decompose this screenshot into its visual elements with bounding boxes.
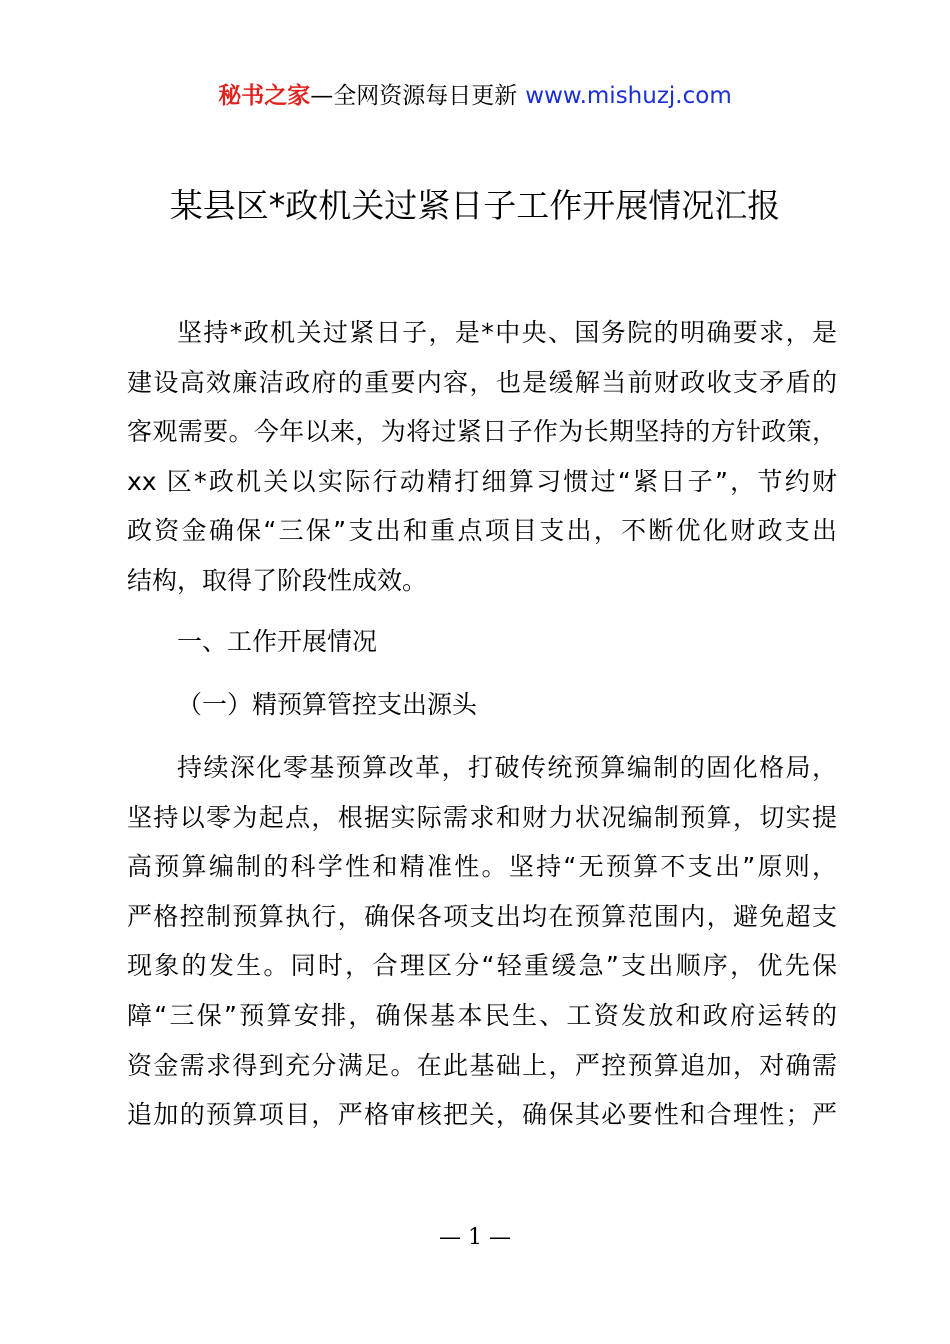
paragraph-line: 资金需求得到充分满足。在此基础上，严控预算追加，对确需 — [127, 1050, 837, 1080]
paragraph-line: 高预算编制的科学性和精准性。坚持“无预算不支出”原则， — [127, 852, 837, 882]
paragraph-line: 结构，取得了阶段性成效。 — [127, 565, 428, 595]
section-heading: 一、工作开展情况 — [177, 627, 378, 656]
paragraph-line: 坚持以零为起点，根据实际需求和财力状况编制预算，切实提 — [127, 802, 837, 832]
paragraph-line: 政资金确保“三保”支出和重点项目支出，不断优化财政支出 — [127, 516, 837, 546]
header-url-link[interactable]: www.mishuzj.com — [525, 83, 732, 109]
brand-name: 秘书之家 — [218, 83, 311, 109]
watermark-header — [0, 80, 950, 112]
paragraph-line: 现象的发生。同时，合理区分“轻重缓急”支出顺序，优先保 — [127, 951, 837, 981]
document-title: 某县区*政机关过紧日子工作开展情况汇报 — [169, 186, 781, 225]
paragraph-line: 客观需要。今年以来，为将过紧日子作为长期坚持的方针政策， — [127, 417, 837, 447]
subsection-paragraph — [127, 743, 837, 1140]
paragraph-line: 严格控制预算执行，确保各项支出均在预算范围内，避免超支 — [127, 901, 837, 931]
paragraph-line: 建设高效廉洁政府的重要内容，也是缓解当前财政收支矛盾的 — [127, 367, 837, 397]
paragraph-line: 坚持*政机关过紧日子，是*中央、国务院的明确要求，是 — [177, 318, 837, 347]
subsection-heading: （一）精预算管控支出源头 — [177, 690, 478, 719]
paragraph-line: xx 区*政机关以实际行动精打细算习惯过“紧日子”，节约财 — [127, 466, 837, 496]
header-tagline: —全网资源每日更新 — [310, 83, 518, 109]
paragraph-line: 障“三保”预算安排，确保基本民生、工资发放和政府运转的 — [127, 1000, 837, 1030]
paragraph-line: 持续深化零基预算改革，打破传统预算编制的固化格局， — [177, 753, 837, 782]
page-number: — 1 — — [439, 1225, 511, 1250]
intro-paragraph — [127, 308, 837, 606]
paragraph-line: 追加的预算项目，严格审核把关，确保其必要性和合理性；严 — [127, 1100, 837, 1130]
